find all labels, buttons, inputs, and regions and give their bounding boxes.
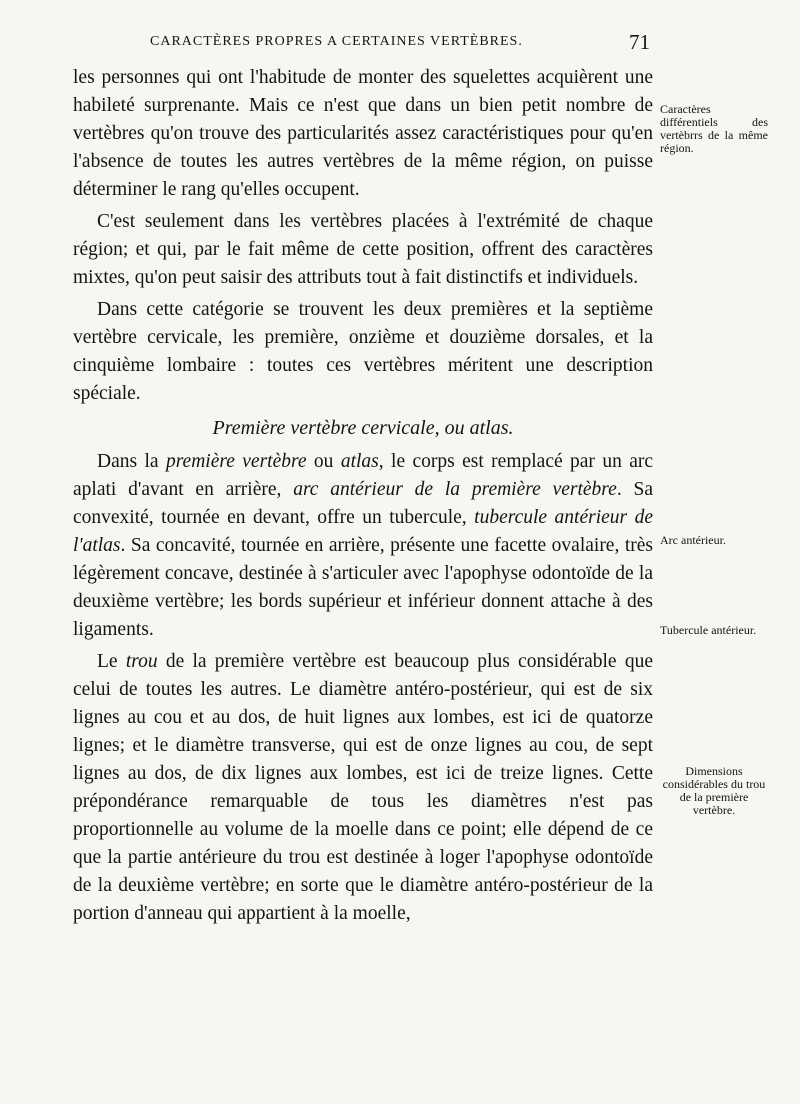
paragraph-4 — [73, 448, 653, 644]
p4-text-4: . Sa convexité, tournée en devant, offre un tubercule, — [73, 479, 654, 528]
p4-text-5: . Sa concavité, tournée en arrière, présente une facette ovalaire, très légèrement concave, destinée à s'articuler avec l'apophyse odontoïde de la deuxième vertèbre; les bords supérieur et inférieur donnent attache à des ligaments. — [73, 535, 653, 640]
p4-text-3: , le corps est remplacé par un arc aplati d'avant en arrière, — [73, 451, 654, 500]
paragraph-5 — [73, 648, 653, 928]
main-text — [73, 64, 653, 928]
margin-note-tubercule: Tubercule antérieur. — [660, 623, 757, 637]
section-title: Première vertèbre cervicale, ou atlas. — [212, 417, 514, 439]
page-header — [150, 30, 650, 58]
page-number: 71 — [629, 30, 650, 54]
p4-italic-4: tubercule antérieur de l'atlas — [73, 507, 653, 556]
p4-text-2: ou — [306, 451, 341, 472]
paragraph-1: les personnes qui ont l'habitude de monter des squelettes acquièrent une habileté surprenante. Mais ce n'est que dans un bien petit nombre de vertèbres qu'on trouve des particularités assez caractéristiques pour qu'en l'absence de toutes les autres vertèbres de la même région, on puisse déterminer le rang qu'elles occupent. — [73, 67, 653, 200]
margin-note-caracteres: Caractères différentiels des vertèbrrs de la même région. — [660, 102, 768, 155]
p4-italic-2: atlas — [340, 451, 379, 472]
p5-italic-1: trou — [125, 651, 158, 672]
margin-note-arc-anterieur: Arc antérieur. — [660, 533, 726, 547]
running-head: CARACTÈRES PROPRES A CERTAINES VERTÈBRES. — [150, 34, 523, 49]
paragraph-2: C'est seulement dans les vertèbres placées à l'extrémité de chaque région; et qui, par le fait même de cette position, offrent des caractères mixtes, qu'on peut saisir des attributs tout à fait distinctifs et individuels. — [73, 211, 653, 288]
p5-text-2: de la première vertèbre est beaucoup plus considérable que celui de toutes les autres. Le diamètre antéro-postérieur, qui est de six lignes au cou et au dos, de huit lignes aux lombes, est ici de quatorze lignes; et le diamètre transverse, qui est de onze lignes au cou, de sept lignes au dos, de dix lignes aux lombes, est ici de treize lignes. Cette prépondérance remarquable de tous les diamètres n'est pas proportionnelle au volume de la moelle dans ce point; elle dépend de ce que la partie antérieure du trou est destinée à loger l'apophyse odontoïde de la deuxième vertèbre; en sorte que le diamètre antéro-postérieur de la portion d'anneau qui appartient à la moelle, — [73, 651, 653, 924]
margin-note-dimensions: Dimensions considérables du trou de la première vertèbre. — [662, 764, 766, 817]
p5-text-1: Le — [97, 651, 126, 672]
p4-italic-3: arc antérieur de la première vertèbre — [293, 479, 617, 500]
p4-italic-1: première vertèbre — [165, 451, 307, 472]
paragraph-3: Dans cette catégorie se trouvent les deux premières et la septième vertèbre cervicale, les première, onzième et douzième dorsales, et la cinquième lombaire : toutes ces vertèbres méritent une description spéciale. — [73, 299, 653, 404]
p4-text-1: Dans la — [97, 451, 166, 472]
